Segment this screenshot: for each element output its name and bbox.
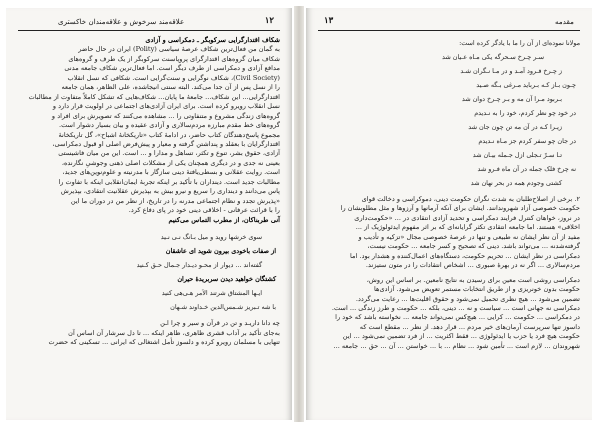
paragraph-line: پاس می‌دانند و دینداری را سریع و نیرو بیش به بپذیرش عقلانیت انتقادی، بپذیرش (60, 187, 280, 196)
paragraph-line: را از نسل پس از آن جدا می‌کند. البته سنتی انیجاشده، علی الظاهر، همان جامعه (61, 83, 280, 92)
right-page-body (318, 36, 580, 412)
paragraph-line: مجموع پاسخ‌دهندگان کتاب حاضر، در ادامهٔ کتاب «تاریکخانهٔ اشباح»، گل تاریکخانهٔ (58, 130, 280, 139)
verse-line: گفته‌اند ... دیوار از محـو دیـدار جـمال حـق کـنید (136, 261, 262, 270)
paragraph-line: ۲. برخی از اصلاح‌طلبان به شدت نگران حکومت دینی، دموکراسی و دخالت قوای (361, 195, 580, 203)
verse-line: کشتی وجودم همه در بحر نهان شد (470, 179, 562, 187)
paragraph-line: حکومت بدون خونریزی و از طریق انتخابات مستمر تعویض می‌شود. آزادی‌ها (373, 285, 580, 294)
paragraph-line: دمکراسی روشی است معین برای رسیدن به نتایج نامعین. بر اساس این روش، (366, 275, 580, 284)
left-page-number: ۱۲ (264, 16, 274, 26)
paragraph-line: شهروندان ... لازم است ... تأمین شود ... نظام ... با ... خواستن ... آن ... حق ... جامعه ... (333, 341, 580, 350)
paragraph-line: مردم‌سالاری ... اگر نه در بهرهٔ صبوری ... اشخاص انتقادات را در متون ستیزند. (365, 261, 580, 270)
paragraph-line: در دمکراسی ... حکومت ... کرایی ... هیچ‌کس نمی‌تواند جامعه ... نخواسته باشد که خود را (335, 313, 580, 322)
left-page-body (18, 36, 280, 412)
paragraph-line: مدافع آزادی و دمکراسی از طرف دیگر است. اما فعال‌ترین شکاف جامعه مدنی (64, 64, 280, 73)
paragraph-line: دمکراسی در نظر ایشان ... تحریم حکومت، دستگاه‌های اعمال‌کننده و هشدار بود. اما (350, 251, 580, 260)
paragraph-line: اخلاقی» هستند. اما جامعه انتقادی تکثر گرایانه‌ای که بر اثر مفهوم ایدئولوژیک از ... (355, 223, 580, 232)
paragraph-line: آزادی، حقوق بشر، تنوع و تکثر، تساهل و مدارا و ... است. این من میان فاشیستی (58, 149, 280, 158)
paragraph-line: نسل انقلاب رویرو کرده است. برای ایران آزادی‌های اجتماعی در اولویت قرار دارد و (52, 102, 280, 111)
paragraph-line: مفید از آن نظر ایشان نه طبیعی و تنها در عرصهٔ خصوصی مجال «تزکیه و تأدیب و (358, 232, 580, 241)
paragraph-line: حکومت خصوصی آزاد شهروندانند. ایشان برای آنکه آرمانها و آرزوها و مثل مطلوبشان را (340, 204, 580, 213)
verse-line: در خود چو نظر کردم، خود را به نـدیدم (474, 109, 576, 117)
right-running-title: مقدمه (555, 17, 574, 26)
verse-intro: مولانا نموده‌ای از آن را ما با یادگر کرده است: (459, 39, 580, 47)
right-page-header (318, 14, 580, 31)
paragraph-line: دمکراسی نه جهانی است ... سیاست و نه ... دینی، بلکه ... حکومت و طرز زندگی ... است. (331, 303, 580, 312)
verse-line: چـون بـاز کـه بـرباید مـرغی بـگه صـید (476, 81, 576, 89)
paragraph-line: حکومت هیچ فرد یا حزب یا ایدئولوژی ... فقط اکثریت ... از فرد تضمین نمی‌شود ... این (342, 332, 580, 341)
paragraph-line: به گمان من فعال‌ترین شکاف عرصهٔ سیاسی (Polity) ایران در حال حاضر (78, 45, 280, 54)
paragraph-line: تضمین می‌شود ... هیچ نظری تحمیل نمی‌شود و حقوق اقلیت‌ها ... رعایت می‌گردد. (355, 294, 580, 303)
verse-line: تـا سـرّ تـجلی ازل جـمله بیـان شد (472, 151, 562, 159)
paragraph-line: «پذیرش تجدد و نظام اجتماعی مدرنه را در تاریخ، از نظر من در دوران ما این (70, 196, 280, 205)
paragraph-line: بعینی نه جدی و در دیگری همچنان یکی از مشکلات اصلی ذهنی وجوشیِ نگارنده، (61, 158, 280, 167)
verse-line: در جان چو سفر کردم جز مـاه نـدیدم (478, 137, 576, 145)
verse-line: ز چـرخ فـرود آمـد و در مـا نـگران شـد (460, 67, 562, 75)
paragraph-line: داسوز تنها سرپرست آرمان‌های خیر مردم ... قرار دهد. از نظر ... مقطع است که (359, 322, 580, 331)
verse-line: سـر چـرخ سـحرگه یکی مـاه عـیان شد (442, 53, 544, 61)
verse-line: بـربود مـرا آن مه و بـر چـرخ دوان شد (461, 95, 562, 103)
verse-line: زیـرا کـه در آن مه تن چون جان شد (468, 123, 562, 131)
verse-line: ایـها المشتاق شرتند الاَمر هـی‌هی کنید (161, 289, 262, 298)
paragraph-line: اقتدارگرایی... این شکاف... جامعهٔ ما پایان... شکاف‌هایی که تشکل کاملاً متفاوت از مطالبات (28, 92, 280, 101)
verse-line: سوی خرشها روید و میل بـانگ نـی نـید (160, 233, 262, 242)
paragraph-line: است. روایت عقلانی و بسطی‌یافتهٔ دینی سازگار با مدرنیته و علوم‌نوین‌های جدید، (62, 168, 280, 177)
paragraph-line: گروه‌های زندگی مشروع و متنفاوتی را ... مشاهده می‌کنند که تصویرش برای افراد و (51, 111, 280, 120)
paragraph-line: شکاف میان گروه‌های اقتدارگرای پروپاسنت سرکوبگر از یک طرف و گروه‌های (68, 54, 280, 63)
left-page-header (18, 14, 280, 31)
paragraph-line: اقتدارگرایان با بعقلد و پنداشتن گرفته و معیار و پیش‌فرض اصلی او قبول دمکراسی، (52, 139, 280, 148)
paragraph-line: در نروز، خواهان کنترل فرایند دمکراسی و تحدید آزادی انتقادی در ... «حکومت‌داری (354, 213, 580, 222)
paragraph-line: گرفته‌شدنه ... می‌تواند باشد. دینی که تصحیح و کسر جامعه ... حکومت نیست، (367, 242, 580, 251)
paragraph-line: آنی طربناکان، از مطرب التماس می‌کنیم (168, 215, 280, 224)
left-page (6, 8, 292, 420)
verse-line: کشتگان خواهید دیدن سربریدهٔ حیران (177, 275, 276, 284)
closing-line: چه دانا داریـد و تن در قرآن و سیر و چرا اـن (160, 319, 280, 328)
right-page-number: ۱۳ (324, 16, 334, 26)
book-gutter (294, 6, 304, 422)
left-running-title: علاقه‌مند سرخوش و علاقه‌مندان خاکستری (58, 17, 185, 26)
right-page (306, 8, 592, 420)
paragraph-line: گروه‌های خط مقدم مبارزه مردم‌سالاری و آزادی عقیده و بیان بسیار دشوار است. (58, 121, 280, 130)
verse-line: با شه تـبریز شـمس‌الدین خـداوند شـهان (170, 303, 276, 312)
paragraph-line: را با قرائت عرفانی - اخلاقی دینی خود در پای دفاع کرد. (128, 206, 280, 215)
verse-line: از صفات باخودی بیرون شوید ای عاشقان (165, 247, 276, 256)
closing-line: به‌جای تأکید بر آداب قشری ظاهری، ظاهر اینکه ... تا دل سرشار آن اساس آن (68, 328, 280, 337)
paragraph-line: مطالبات جدید است. دینداران با تأکید بر اینکه تجربهٔ ایمان‌انقلابی اینکه با تفاوت را (58, 177, 280, 186)
closing-line: تنهایی با مسلمان رویرو کرده و دلسوز تأمل اشتغالی که ایرانی ... تسکینی که حضرت (48, 337, 280, 346)
paragraph-line: (Civil Society)، شکاف نوگرایی و سنت‌گرایی است. شکافی که نسل انقلاب (67, 73, 280, 82)
verse-line: نه چرخ فلک جمله در آن ماه فـرو شد (477, 165, 576, 173)
section-heading: شکاف اقتدارگرایی سرکوبگر ـ دمکراسی و آزادی (145, 36, 280, 44)
